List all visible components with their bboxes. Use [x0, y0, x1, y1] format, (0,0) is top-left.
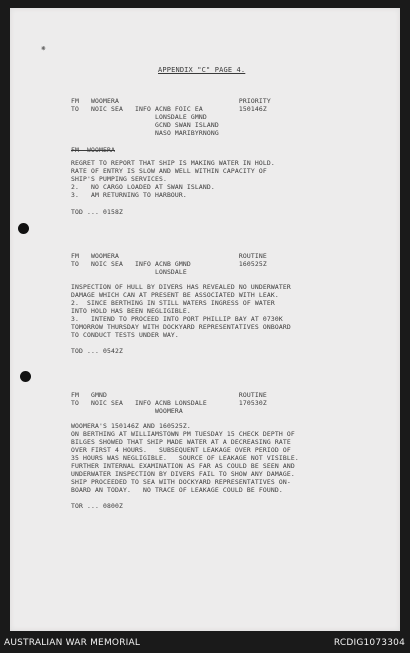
msg3-body-line: BOARD AN TODAY. NO TRACE OF LEAKAGE COULD BE FOUND.: [71, 486, 283, 494]
archive-footer: [0, 634, 410, 653]
msg2-body-line: TOMORROW THURSDAY WITH DOCKYARD REPRESENTATIVES ONBOARD: [71, 323, 291, 331]
msg3-body-line: WOOMERA'S 150146Z AND 160525Z.: [71, 422, 191, 430]
footer-record-id: RCDIG1073304: [333, 638, 405, 648]
msg3-body-line: FURTHER INTERNAL EXAMINATION AS FAR AS COULD BE SEEN AND: [71, 462, 295, 470]
msg2-body-line: 3. INTEND TO PROCEED INTO PORT PHILLIP BAY AT 0730K: [71, 315, 283, 323]
msg3-header-line: TO NOIC SEA INFO ACNB LONSDALE 170530Z: [71, 399, 267, 407]
msg1-header-line: TO NOIC SEA INFO ACNB FOIC EA 150146Z: [71, 105, 267, 113]
msg2-body-line: TO CONDUCT TESTS UNDER WAY.: [71, 331, 179, 339]
footer-source: AUSTRALIAN WAR MEMORIAL: [4, 638, 141, 648]
msg1-tod: TOD ... 0158Z: [71, 208, 123, 216]
msg3-body-line: SHIP PROCEEDED TO SEA WITH DOCKYARD REPRESENTATIVES ON-: [71, 478, 291, 486]
msg1-header-line: LONSDALE GMND: [71, 113, 207, 121]
msg3-body-line: UNDERWATER INSPECTION BY DIVERS FAIL TO SHOW ANY DAMAGE.: [71, 470, 295, 478]
msg2-body-line: DAMAGE WHICH CAN AT PRESENT BE ASSOCIATED WITH LEAK.: [71, 291, 279, 299]
msg3-header-line: WOOMERA: [71, 407, 183, 415]
msg1-body-line: 2. NO CARGO LOADED AT SWAN ISLAND.: [71, 183, 215, 191]
msg1-header-line: NASO MARIBYRNONG: [71, 129, 219, 137]
msg1-body-line: SHIP'S PUMPING SERVICES.: [71, 175, 167, 183]
msg3-tod: TOR ... 0800Z: [71, 502, 123, 510]
document-page: [10, 8, 400, 631]
margin-mark: ⁕: [40, 44, 47, 53]
msg3-body-line: BILGES SHOWED THAT SHIP MADE WATER AT A DECREASING RATE: [71, 438, 291, 446]
msg3-body-line: ON BERTHING AT WILLIAMSTOWN PM TUESDAY 15 CHECK DEPTH OF: [71, 430, 295, 438]
msg3-body-line: 35 HOURS WAS NEGLIGIBLE. SOURCE OF LEAKAGE NOT VISIBLE.: [71, 454, 299, 462]
msg2-header-line: TO NOIC SEA INFO ACNB GMND 160525Z: [71, 260, 267, 268]
msg2-body-line: INSPECTION OF HULL BY DIVERS HAS REVEALED NO UNDERWATER: [71, 283, 291, 291]
msg2-header-line: FM WOOMERA ROUTINE: [71, 252, 267, 260]
msg2-header-line: LONSDALE: [71, 268, 187, 276]
msg1-body-line: REGRET TO REPORT THAT SHIP IS MAKING WATER IN HOLD.: [71, 159, 275, 167]
msg1-body-line: 3. AM RETURNING TO HARBOUR.: [71, 191, 187, 199]
msg1-body-line: RATE OF ENTRY IS SLOW AND WELL WITHIN CAPACITY OF: [71, 167, 267, 175]
msg2-tod: TOD ... 0542Z: [71, 347, 123, 355]
msg3-body-line: OVER FIRST 4 HOURS. SUBSEQUENT LEAKAGE OVER PERIOD OF: [71, 446, 291, 454]
msg1-header-line: FM WOOMERA PRIORITY: [71, 97, 271, 105]
punch-hole: [18, 223, 29, 234]
msg3-header-line: FM GMND ROUTINE: [71, 391, 267, 399]
msg2-body-line: INTO HOLD HAS BEEN NEGLIGIBLE.: [71, 307, 191, 315]
msg2-body-line: 2. SINCE BERTHING IN STILL WATERS INGRESS OF WATER: [71, 299, 275, 307]
appendix-heading: APPENDIX "C" PAGE 4.: [158, 66, 246, 74]
punch-hole: [20, 371, 31, 382]
msg1-header-line: GCND SWAN ISLAND: [71, 121, 219, 129]
msg1-struck-line: FM WOOMERA: [71, 146, 115, 154]
